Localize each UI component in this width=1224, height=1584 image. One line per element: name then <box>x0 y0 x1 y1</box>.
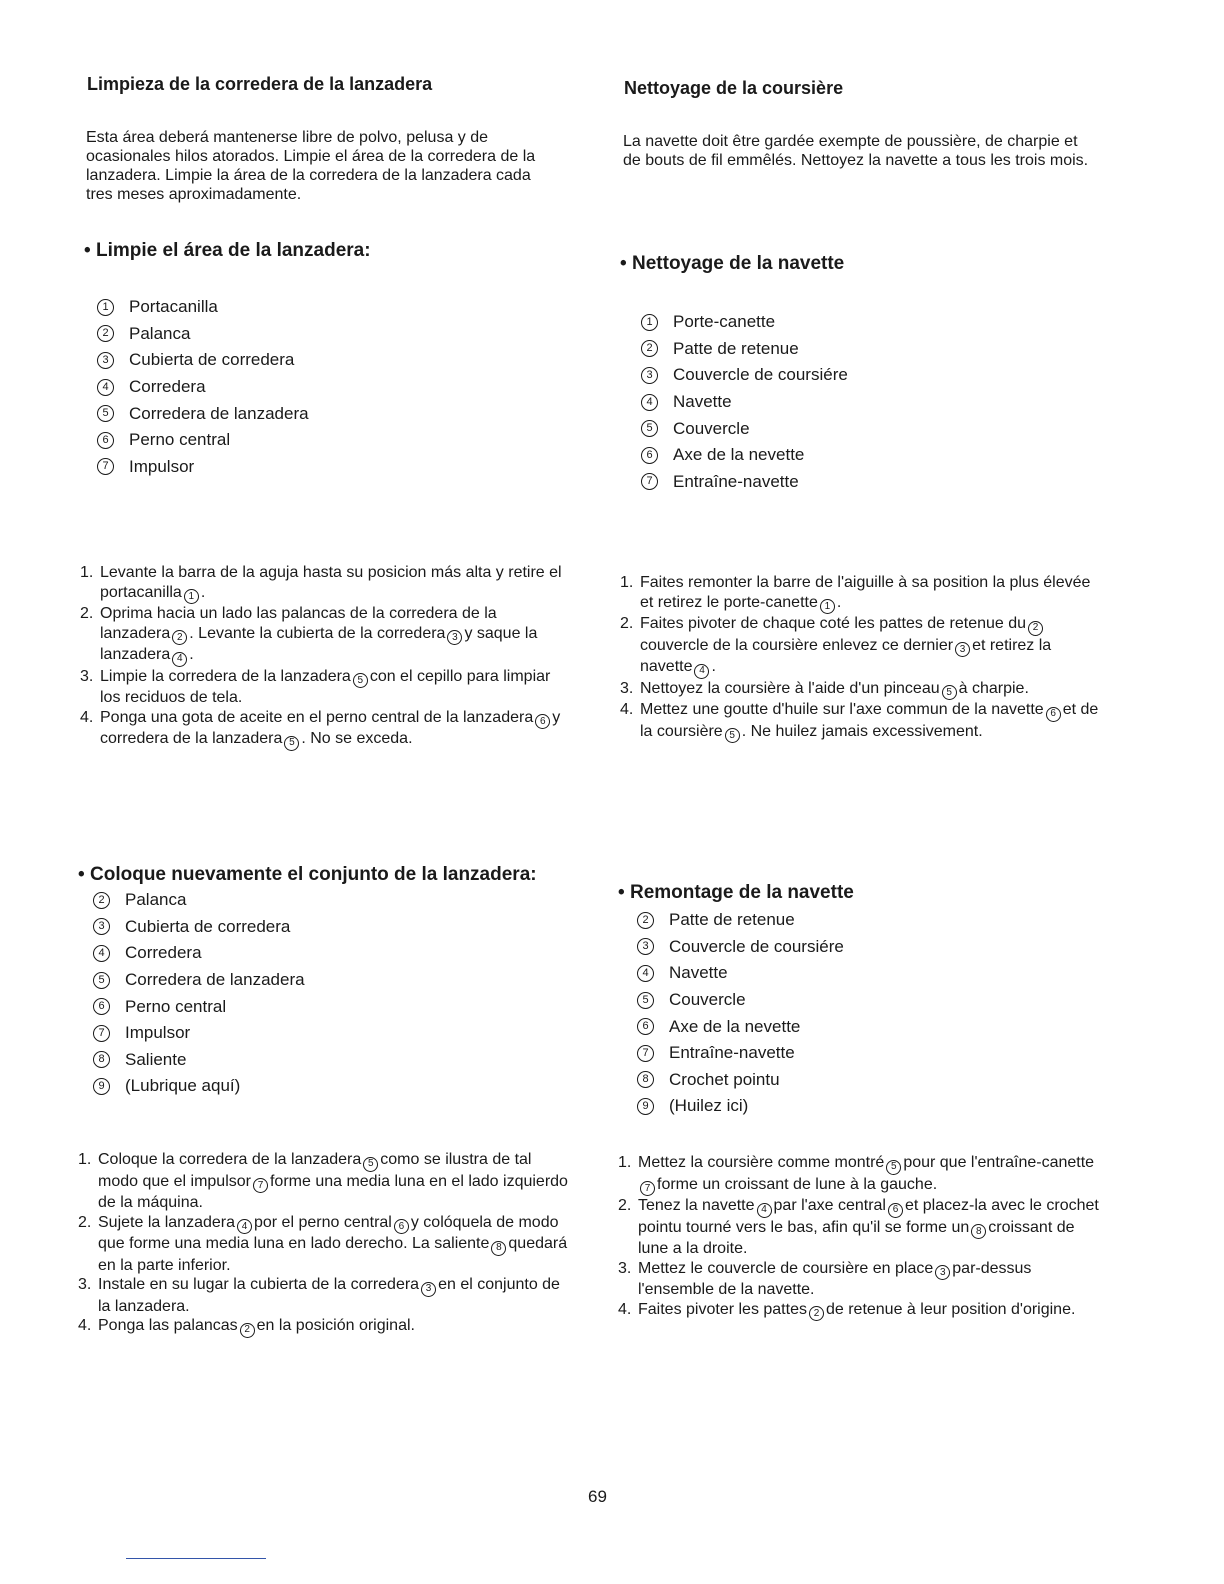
part-label: (Huilez ici) <box>669 1096 749 1116</box>
part-item <box>97 321 309 348</box>
step-text-run: couvercle de la coursière enlevez ce dernier <box>640 636 954 654</box>
circled-number: 2 <box>93 892 110 909</box>
fr-intro-paragraph: La navette doit être gardée exempte de poussière, de charpie et de bouts de fil emmêlés. Nettoyez la navette a tous les trois mois. <box>623 133 1089 169</box>
part-label: Corredera <box>125 943 202 963</box>
circled-ref: 8 <box>971 1224 986 1239</box>
circled-number: 5 <box>637 992 654 1009</box>
circled-number: 8 <box>637 1071 654 1088</box>
part-label: Couvercle de coursiére <box>673 365 848 385</box>
part-item <box>93 967 305 994</box>
step-text-run: en la posición original. <box>256 1317 415 1334</box>
circled-number: 5 <box>641 420 658 437</box>
step-number: 4. <box>618 1300 632 1318</box>
step-text <box>100 708 565 751</box>
step-item <box>620 700 1100 743</box>
part-item <box>93 940 305 967</box>
circled-ref: 3 <box>447 630 462 645</box>
fr-clean-parts-list <box>641 309 848 495</box>
circled-ref: 2 <box>240 1323 255 1338</box>
part-item <box>97 294 309 321</box>
step-text-run: como se ilustra de tal modo que el impulsor <box>98 1151 532 1190</box>
part-label: Perno central <box>125 996 227 1016</box>
step-text-run: et retirez la navette <box>640 636 1052 675</box>
circled-number: 3 <box>641 367 658 384</box>
part-label: Patte de retenue <box>669 910 795 930</box>
step-number: 3. <box>78 1276 92 1293</box>
circled-ref: 5 <box>725 728 740 743</box>
part-label: Porte-canette <box>673 312 776 332</box>
step-text-run: Mettez la coursière comme montré <box>638 1154 885 1171</box>
step-text-run: Limpie la corredera de la lanzadera <box>100 667 351 685</box>
step-text-run: en el conjunto de la lanzadera. <box>98 1276 560 1315</box>
part-label: Impulsor <box>125 1023 191 1043</box>
step-text-run: Nettoyez la coursière à l'aide d'un pinceau <box>640 679 940 697</box>
part-item <box>93 887 305 914</box>
fr-clean-steps <box>620 573 1100 743</box>
part-label: Palanca <box>129 323 191 343</box>
step-text <box>640 573 1100 614</box>
step-item <box>78 1316 568 1338</box>
step-text <box>638 1196 1103 1259</box>
step-text-run: par l'axe central <box>773 1197 886 1214</box>
circled-ref: 2 <box>172 630 187 645</box>
circled-ref: 6 <box>394 1219 409 1234</box>
step-text-run: y saque la lanzadera <box>100 624 538 663</box>
step-item <box>620 614 1100 679</box>
step-text-run: con el cepillo para limpiar los reciduos de tela. <box>100 667 551 706</box>
part-label: Axe de la nevette <box>669 1016 801 1036</box>
part-item <box>93 1073 305 1100</box>
part-item <box>641 415 848 442</box>
circled-number: 7 <box>93 1025 110 1042</box>
step-number: 1. <box>618 1154 632 1171</box>
step-text <box>98 1150 568 1213</box>
part-item <box>641 469 848 496</box>
step-number: 4. <box>620 701 634 718</box>
circled-ref: 5 <box>886 1160 901 1175</box>
circled-number: 6 <box>641 447 658 464</box>
step-item <box>78 1213 568 1276</box>
step-text <box>100 563 565 604</box>
bullet: • <box>620 253 627 274</box>
part-item <box>97 454 309 481</box>
circled-number: 7 <box>637 1045 654 1062</box>
circled-number: 7 <box>641 473 658 490</box>
part-label: Saliente <box>125 1049 187 1069</box>
fr-clean-heading <box>620 252 844 275</box>
part-item <box>641 389 848 416</box>
step-text-run: et de la coursière <box>640 701 1099 740</box>
circled-number: 4 <box>637 965 654 982</box>
circled-ref: 3 <box>935 1265 950 1280</box>
step-text-run: . No se exceda. <box>301 730 413 747</box>
part-label: Corredera de lanzadera <box>125 970 305 990</box>
fr-reassemble-steps <box>618 1153 1103 1321</box>
fr-section-title: Nettoyage de la coursière <box>624 78 844 98</box>
bullet: • <box>618 882 625 903</box>
circled-number: 1 <box>97 299 114 316</box>
es-clean-heading-text: Limpie el área de la lanzadera: <box>96 240 371 261</box>
part-label: Crochet pointu <box>669 1069 780 1089</box>
step-text-run: Mettez le couvercle de coursière en place <box>638 1259 934 1277</box>
step-text-run: croissant de lune a la droite. <box>638 1218 1075 1257</box>
part-item <box>97 374 309 401</box>
circled-ref: 5 <box>942 685 957 700</box>
es-section-title: Limpieza de la corredera de la lanzadera <box>87 74 433 94</box>
circled-number: 3 <box>637 938 654 955</box>
circled-number: 4 <box>97 379 114 396</box>
step-text-run: . <box>189 646 194 663</box>
step-text <box>98 1213 568 1276</box>
step-text-run: . Levante la cubierta de la corredera <box>189 624 446 642</box>
step-number: 1. <box>80 564 94 581</box>
circled-ref: 4 <box>237 1219 252 1234</box>
step-number: 3. <box>80 667 94 685</box>
step-item <box>80 708 565 751</box>
step-number: 2. <box>618 1197 632 1214</box>
es-reassemble-steps <box>78 1150 568 1338</box>
part-label: Couvercle de coursiére <box>669 936 844 956</box>
step-text-run: Tenez la navette <box>638 1197 755 1214</box>
fr-reassemble-parts-list <box>637 907 844 1120</box>
step-text-run: . <box>200 583 206 601</box>
part-label: Axe de la nevette <box>673 445 805 465</box>
step-text <box>100 667 565 708</box>
step-text-run: por el perno central <box>253 1213 392 1231</box>
part-label: Navette <box>669 963 728 983</box>
part-item <box>637 1013 844 1040</box>
circled-ref: 6 <box>888 1203 903 1218</box>
circled-number: 6 <box>93 998 110 1015</box>
part-label: Corredera <box>129 377 206 397</box>
step-text-run: à charpie. <box>958 679 1029 697</box>
part-item <box>637 960 844 987</box>
step-item <box>618 1196 1103 1259</box>
part-label: Couvercle <box>669 990 746 1010</box>
circled-number: 9 <box>93 1078 110 1095</box>
part-label: (Lubrique aquí) <box>125 1076 241 1096</box>
part-label: Patte de retenue <box>673 338 799 358</box>
part-item <box>97 400 309 427</box>
part-label: Cubierta de corredera <box>125 916 291 936</box>
step-text <box>100 604 565 667</box>
step-item <box>618 1300 1103 1322</box>
step-text-run: Levante la barra de la aguja hasta su posicion más alta y retire el portacanilla <box>100 564 562 601</box>
step-text-run: forme una media luna en el lado izquierdo de la máquina. <box>98 1172 568 1211</box>
circled-ref: 4 <box>757 1203 772 1218</box>
circled-number: 3 <box>93 918 110 935</box>
part-label: Entraîne-navette <box>673 471 799 491</box>
circled-ref: 7 <box>253 1178 268 1193</box>
circled-ref: 2 <box>809 1306 824 1321</box>
step-text-run: Oprima hacia un lado las palancas de la corredera de la lanzadera <box>100 605 497 642</box>
part-label: Portacanilla <box>129 297 218 317</box>
step-text <box>638 1259 1103 1300</box>
step-item <box>80 604 565 667</box>
part-label: Palanca <box>125 890 187 910</box>
part-label: Perno central <box>129 430 231 450</box>
part-item <box>97 427 309 454</box>
part-item <box>637 1040 844 1067</box>
step-text-run: y corredera de la lanzadera <box>100 708 561 747</box>
step-text <box>640 700 1100 743</box>
step-item <box>618 1153 1103 1196</box>
part-label: Couvercle <box>673 418 750 438</box>
circled-ref: 6 <box>1046 707 1061 722</box>
step-text-run: Faites pivoter les pattes <box>638 1300 807 1318</box>
circled-number: 3 <box>97 352 114 369</box>
step-number: 3. <box>618 1259 632 1277</box>
circled-ref: 3 <box>421 1282 436 1297</box>
step-item <box>618 1259 1103 1300</box>
part-item <box>641 336 848 363</box>
part-item <box>637 934 844 961</box>
circled-number: 2 <box>641 340 658 357</box>
step-text-run: de retenue à leur position d'origine. <box>825 1300 1076 1318</box>
step-text-run: . <box>836 593 842 611</box>
step-text-run: Sujete la lanzadera <box>98 1213 235 1231</box>
circled-ref: 6 <box>535 714 550 729</box>
circled-number: 4 <box>641 394 658 411</box>
part-item <box>97 347 309 374</box>
es-clean-parts-list <box>97 294 309 480</box>
part-item <box>93 1020 305 1047</box>
step-text-run: Instale en su lugar la cubierta de la corredera <box>98 1276 420 1293</box>
step-number: 3. <box>620 679 634 697</box>
part-label: Navette <box>673 392 732 412</box>
step-item <box>80 563 565 604</box>
step-text-run: Faites pivoter de chaque coté les pattes de retenue du <box>640 615 1027 632</box>
circled-ref: 5 <box>353 673 368 688</box>
step-number: 4. <box>80 708 94 726</box>
circled-number: 2 <box>637 912 654 929</box>
step-text-run: . <box>711 658 716 675</box>
es-reassemble-parts-list <box>93 887 305 1100</box>
step-text <box>640 679 1029 701</box>
part-item <box>637 907 844 934</box>
step-item <box>620 679 1100 701</box>
circled-number: 1 <box>641 314 658 331</box>
circled-number: 4 <box>93 945 110 962</box>
step-number: 2. <box>620 615 634 632</box>
step-text-run: par-dessus l'ensemble de la navette. <box>638 1259 1032 1298</box>
part-item <box>641 362 848 389</box>
part-item <box>93 914 305 941</box>
step-item <box>78 1150 568 1213</box>
circled-number: 5 <box>97 405 114 422</box>
circled-ref: 4 <box>172 652 187 667</box>
circled-ref: 3 <box>955 642 970 657</box>
part-item <box>93 993 305 1020</box>
circled-ref: 1 <box>184 589 199 604</box>
part-item <box>637 987 844 1014</box>
step-number: 1. <box>78 1151 92 1168</box>
page-number: 69 <box>588 1487 607 1506</box>
step-text <box>98 1316 415 1338</box>
circled-ref: 2 <box>1028 621 1043 636</box>
circled-ref: 8 <box>491 1241 506 1256</box>
circled-ref: 4 <box>694 664 709 679</box>
step-text-run: Coloque la corredera de la lanzadera <box>98 1151 362 1168</box>
part-label: Cubierta de corredera <box>129 350 295 370</box>
step-text-run: y colóquela de modo que forme una media luna en lado derecho. La saliente <box>98 1213 559 1252</box>
circled-number: 9 <box>637 1098 654 1115</box>
step-text-run: pour que l'entraîne-canette <box>903 1154 1095 1171</box>
circled-ref: 7 <box>640 1181 655 1196</box>
step-text <box>98 1275 568 1316</box>
circled-ref: 5 <box>363 1157 378 1172</box>
step-number: 1. <box>620 574 634 591</box>
step-number: 4. <box>78 1317 92 1334</box>
es-clean-steps <box>80 563 565 751</box>
part-item <box>637 1093 844 1120</box>
es-reassemble-heading <box>78 863 537 886</box>
fr-clean-heading-text: Nettoyage de la navette <box>632 253 845 274</box>
part-item <box>641 309 848 336</box>
circled-number: 6 <box>637 1018 654 1035</box>
step-number: 2. <box>78 1213 92 1231</box>
step-text-run: et placez-la avec le crochet pointu tourné vers le bas, afin qu'il se forme un <box>638 1197 1099 1236</box>
circled-number: 2 <box>97 325 114 342</box>
step-text-run: quedará en la parte inferior. <box>98 1235 568 1274</box>
step-text-run: forme un croissant de lune à la gauche. <box>657 1175 938 1193</box>
step-item <box>78 1275 568 1316</box>
es-reassemble-heading-text: Coloque nuevamente el conjunto de la lanzadera: <box>90 864 537 885</box>
part-item <box>641 442 848 469</box>
circled-number: 5 <box>93 972 110 989</box>
step-text-run: Ponga una gota de aceite en el perno central de la lanzadera <box>100 708 534 726</box>
fr-reassemble-heading-text: Remontage de la navette <box>630 882 854 903</box>
step-text <box>638 1153 1103 1196</box>
es-intro-paragraph: Esta área deberá mantenerse libre de polvo, pelusa y de ocasionales hilos atorados. Limpie el área de la corredera de la lanzadera. Limpie la área de la corredera de la lanzadera cada tres meses aproximadamente. <box>86 129 536 203</box>
fr-reassemble-heading <box>618 881 854 904</box>
circled-number: 6 <box>97 432 114 449</box>
part-label: Impulsor <box>129 456 195 476</box>
step-text-run: . Ne huilez jamais excessivement. <box>741 722 983 740</box>
part-item <box>93 1047 305 1074</box>
step-text-run: Faites remonter la barre de l'aiguille à sa position la plus élevée et retirez le porte-canette <box>640 574 1091 611</box>
step-text <box>638 1300 1075 1322</box>
step-text-run: Ponga las palancas <box>98 1317 238 1334</box>
bullet: • <box>84 240 91 261</box>
step-text-run: Mettez une goutte d'huile sur l'axe commun de la navette <box>640 701 1044 718</box>
bottom-rule <box>126 1558 266 1559</box>
bullet: • <box>78 864 85 885</box>
part-label: Entraîne-navette <box>669 1043 795 1063</box>
es-clean-heading <box>84 239 371 262</box>
part-label: Corredera de lanzadera <box>129 403 309 423</box>
step-item <box>80 667 565 708</box>
circled-number: 8 <box>93 1051 110 1068</box>
circled-ref: 5 <box>284 736 299 751</box>
circled-ref: 1 <box>820 599 835 614</box>
step-item <box>620 573 1100 614</box>
step-number: 2. <box>80 605 94 622</box>
step-text <box>640 614 1100 679</box>
part-item <box>637 1067 844 1094</box>
circled-number: 7 <box>97 458 114 475</box>
